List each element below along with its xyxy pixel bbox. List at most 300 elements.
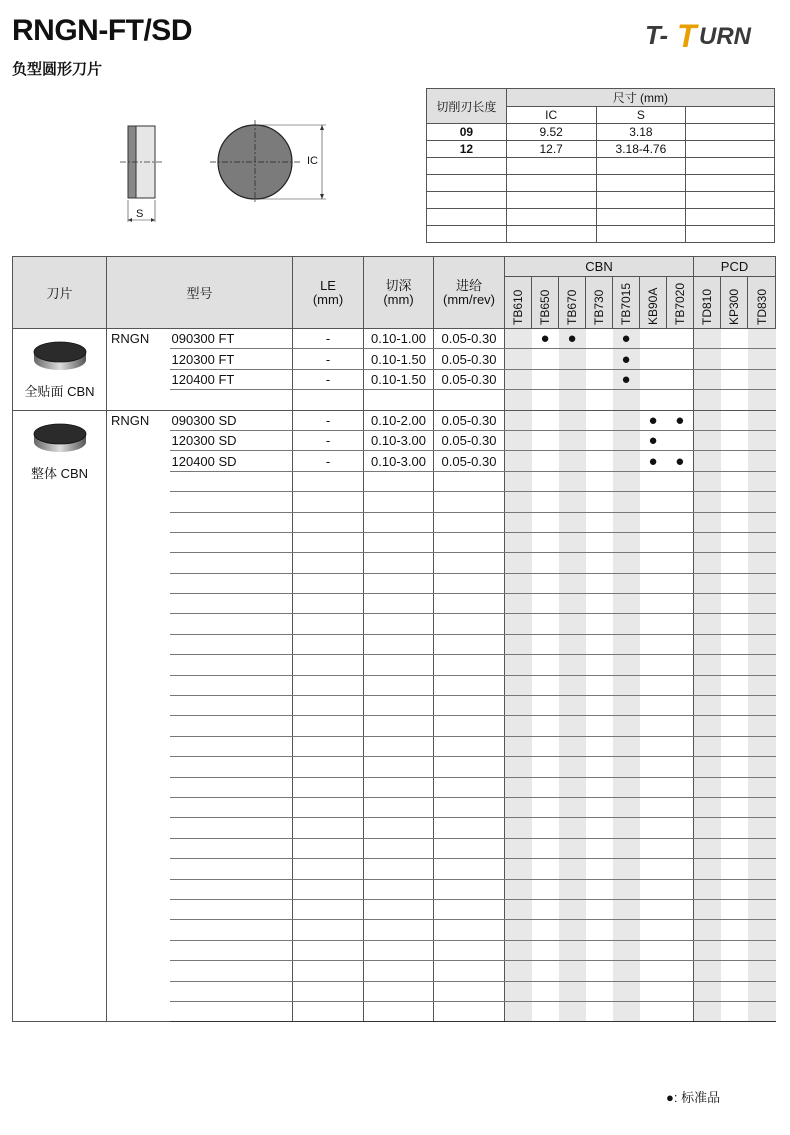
- le-value: [293, 981, 364, 1001]
- depth-value: 0.10-2.00: [364, 410, 434, 430]
- grade-mark-td830: [748, 961, 776, 981]
- grade-mark-tb7020: [667, 777, 694, 797]
- grade-mark-kb90a: [640, 532, 667, 552]
- grade-mark-td830: [748, 329, 776, 349]
- grade-mark-tb7020: [667, 594, 694, 614]
- depth-value: [364, 818, 434, 838]
- grade-mark-td830: [748, 1001, 776, 1021]
- grade-mark-tb610: [505, 634, 532, 654]
- grade-mark-td830: [748, 757, 776, 777]
- grade-mark-tb650: [532, 553, 559, 573]
- grade-mark-tb670: [559, 716, 586, 736]
- grade-mark-tb730: [586, 390, 613, 410]
- grade-mark-td830: [748, 797, 776, 817]
- grade-header-tb670: TB670: [559, 277, 586, 329]
- grade-mark-tb7015: ●: [613, 349, 640, 369]
- grade-mark-kp300: [721, 818, 748, 838]
- feed-value: [434, 757, 505, 777]
- grade-mark-tb7020: [667, 512, 694, 532]
- grade-mark-td830: [748, 430, 776, 450]
- grade-mark-tb610: [505, 349, 532, 369]
- le-value: [293, 655, 364, 675]
- grade-mark-td810: [694, 451, 721, 471]
- model-code: [170, 471, 293, 491]
- grade-mark-tb730: [586, 940, 613, 960]
- product-table: [12, 256, 776, 1022]
- grade-mark-tb7015: [613, 920, 640, 940]
- grade-mark-td810: [694, 410, 721, 430]
- grade-mark-kp300: [721, 757, 748, 777]
- grade-mark-tb670: [559, 818, 586, 838]
- model-code: [170, 879, 293, 899]
- grade-mark-td810: [694, 675, 721, 695]
- grade-mark-kb90a: [640, 777, 667, 797]
- model-code: [170, 777, 293, 797]
- grade-mark-tb650: [532, 492, 559, 512]
- grade-mark-tb730: [586, 614, 613, 634]
- grade-mark-kp300: [721, 594, 748, 614]
- depth-value: 0.10-1.00: [364, 329, 434, 349]
- grade-mark-tb7020: [667, 797, 694, 817]
- model-code: [170, 532, 293, 552]
- feed-value: [434, 961, 505, 981]
- grade-mark-tb730: [586, 369, 613, 389]
- grade-mark-tb7020: [667, 634, 694, 654]
- feed-value: [434, 797, 505, 817]
- grade-mark-tb650: [532, 390, 559, 410]
- grade-mark-tb730: [586, 879, 613, 899]
- feed-value: [434, 777, 505, 797]
- grade-mark-tb670: [559, 736, 586, 756]
- grade-mark-tb670: [559, 920, 586, 940]
- round-insert-icon: [31, 417, 89, 457]
- grade-mark-tb7020: [667, 899, 694, 919]
- grade-mark-tb610: [505, 940, 532, 960]
- grade-mark-tb650: [532, 757, 559, 777]
- le-value: [293, 777, 364, 797]
- grade-mark-kp300: [721, 696, 748, 716]
- grade-mark-tb730: [586, 818, 613, 838]
- grade-mark-td830: [748, 920, 776, 940]
- grade-mark-tb610: [505, 777, 532, 797]
- grade-mark-tb670: [559, 369, 586, 389]
- svg-text:URN: URN: [699, 23, 751, 50]
- grade-mark-kb90a: [640, 390, 667, 410]
- grade-mark-td810: [694, 492, 721, 512]
- grade-mark-tb670: [559, 655, 586, 675]
- grade-mark-tb670: [559, 430, 586, 450]
- model-code: [170, 961, 293, 981]
- grade-mark-tb730: [586, 675, 613, 695]
- grade-mark-td810: [694, 797, 721, 817]
- grade-mark-tb730: [586, 451, 613, 471]
- svg-text:T-: T-: [645, 20, 669, 50]
- grade-mark-tb610: [505, 838, 532, 858]
- grade-header-td810: TD810: [694, 277, 721, 329]
- feed-value: 0.05-0.30: [434, 430, 505, 450]
- feed-value: [434, 940, 505, 960]
- grade-mark-tb7020: [667, 349, 694, 369]
- grade-mark-kp300: [721, 899, 748, 919]
- table-row: [13, 329, 776, 349]
- grade-mark-kb90a: [640, 981, 667, 1001]
- grade-mark-td830: [748, 696, 776, 716]
- grade-mark-tb730: [586, 594, 613, 614]
- grade-mark-tb650: [532, 961, 559, 981]
- depth-value: 0.10-1.50: [364, 369, 434, 389]
- model-code: [170, 838, 293, 858]
- grade-mark-tb7020: [667, 757, 694, 777]
- grade-mark-tb610: [505, 492, 532, 512]
- depth-value: [364, 634, 434, 654]
- le-value: [293, 696, 364, 716]
- grade-mark-tb610: [505, 471, 532, 491]
- model-code: 090300 SD: [170, 410, 293, 430]
- le-value: [293, 736, 364, 756]
- grade-mark-tb610: [505, 573, 532, 593]
- grade-mark-td830: [748, 573, 776, 593]
- feed-value: [434, 899, 505, 919]
- grade-mark-kp300: [721, 349, 748, 369]
- le-value: -: [293, 329, 364, 349]
- grade-mark-tb730: [586, 981, 613, 1001]
- grade-mark-tb730: [586, 573, 613, 593]
- depth-value: [364, 614, 434, 634]
- feed-value: [434, 634, 505, 654]
- grade-mark-tb7015: [613, 492, 640, 512]
- feed-value: 0.05-0.30: [434, 451, 505, 471]
- grade-mark-tb7015: [613, 675, 640, 695]
- model-code: [170, 492, 293, 512]
- grade-mark-tb610: [505, 369, 532, 389]
- grade-mark-td810: [694, 716, 721, 736]
- le-value: -: [293, 430, 364, 450]
- grade-mark-kp300: [721, 369, 748, 389]
- grade-mark-tb670: [559, 634, 586, 654]
- grade-mark-tb650: [532, 838, 559, 858]
- grade-mark-td830: [748, 818, 776, 838]
- grade-mark-tb650: [532, 797, 559, 817]
- grade-mark-tb670: [559, 471, 586, 491]
- depth-value: [364, 736, 434, 756]
- grade-mark-tb610: [505, 512, 532, 532]
- grade-mark-td830: [748, 614, 776, 634]
- feed-value: [434, 553, 505, 573]
- le-value: [293, 614, 364, 634]
- grade-mark-tb730: [586, 655, 613, 675]
- grade-mark-tb7020: [667, 329, 694, 349]
- grade-mark-kp300: [721, 961, 748, 981]
- grade-mark-td810: [694, 757, 721, 777]
- grade-mark-tb7015: [613, 859, 640, 879]
- grade-mark-tb610: [505, 961, 532, 981]
- depth-value: [364, 390, 434, 410]
- grade-mark-tb670: [559, 451, 586, 471]
- grade-mark-tb7015: ●: [613, 369, 640, 389]
- cbn-group-header: CBN: [505, 257, 694, 277]
- feed-value: [434, 879, 505, 899]
- grade-mark-td830: [748, 675, 776, 695]
- feed-value: [434, 1001, 505, 1021]
- le-value: [293, 594, 364, 614]
- grade-mark-kb90a: [640, 675, 667, 695]
- grade-mark-tb670: [559, 553, 586, 573]
- grade-mark-td810: [694, 430, 721, 450]
- grade-mark-tb650: [532, 920, 559, 940]
- grade-mark-td830: [748, 553, 776, 573]
- grade-mark-kb90a: ●: [640, 410, 667, 430]
- grade-mark-tb7015: [613, 573, 640, 593]
- le-value: [293, 1001, 364, 1021]
- grade-mark-tb7015: [613, 696, 640, 716]
- grade-mark-kp300: [721, 940, 748, 960]
- grade-mark-td810: [694, 532, 721, 552]
- le-value: -: [293, 410, 364, 430]
- grade-mark-tb7015: [613, 614, 640, 634]
- grade-mark-tb7020: [667, 736, 694, 756]
- depth-value: 0.10-3.00: [364, 451, 434, 471]
- grade-mark-td830: [748, 981, 776, 1001]
- grade-mark-kp300: [721, 634, 748, 654]
- feed-value: [434, 838, 505, 858]
- depth-value: [364, 655, 434, 675]
- grade-mark-tb670: [559, 390, 586, 410]
- grade-mark-td830: [748, 410, 776, 430]
- model-code: 120300 FT: [170, 349, 293, 369]
- grade-mark-td830: [748, 390, 776, 410]
- le-value: [293, 634, 364, 654]
- depth-value: [364, 757, 434, 777]
- svg-text:T: T: [677, 18, 697, 52]
- le-value: [293, 961, 364, 981]
- feed-value: [434, 614, 505, 634]
- grade-mark-td810: [694, 349, 721, 369]
- grade-mark-kb90a: [640, 838, 667, 858]
- feed-value: [434, 696, 505, 716]
- feed-value: 0.05-0.30: [434, 349, 505, 369]
- le-value: [293, 471, 364, 491]
- depth-value: [364, 777, 434, 797]
- grade-mark-tb670: [559, 940, 586, 960]
- grade-header-td830: TD830: [748, 277, 776, 329]
- model-code: 120300 SD: [170, 430, 293, 450]
- grade-mark-tb7020: [667, 838, 694, 858]
- grade-mark-tb670: [559, 410, 586, 430]
- grade-mark-tb7020: [667, 614, 694, 634]
- grade-mark-td830: [748, 736, 776, 756]
- grade-mark-tb610: [505, 532, 532, 552]
- model-code: [170, 634, 293, 654]
- grade-mark-tb7020: [667, 675, 694, 695]
- depth-value: 0.10-1.50: [364, 349, 434, 369]
- grade-mark-tb730: [586, 736, 613, 756]
- depth-value: [364, 879, 434, 899]
- grade-mark-tb650: [532, 634, 559, 654]
- insert-type-caption: 整体 CBN: [30, 465, 89, 481]
- grade-mark-tb7015: [613, 940, 640, 960]
- grade-mark-kp300: [721, 390, 748, 410]
- grade-mark-tb730: [586, 920, 613, 940]
- grade-mark-tb650: [532, 859, 559, 879]
- grade-mark-kp300: [721, 920, 748, 940]
- grade-mark-tb7015: [613, 634, 640, 654]
- grade-mark-kp300: [721, 614, 748, 634]
- grade-mark-tb670: [559, 838, 586, 858]
- grade-mark-td810: [694, 981, 721, 1001]
- grade-mark-tb7020: [667, 369, 694, 389]
- grade-mark-td810: [694, 879, 721, 899]
- cutting-edge-length-header: 切削刃长度: [427, 89, 507, 124]
- grade-mark-td810: [694, 655, 721, 675]
- le-value: [293, 532, 364, 552]
- grade-mark-td810: [694, 736, 721, 756]
- grade-mark-tb670: [559, 696, 586, 716]
- depth-value: [364, 797, 434, 817]
- grade-mark-tb730: [586, 410, 613, 430]
- grade-mark-td810: [694, 818, 721, 838]
- insert-header: 刀片: [13, 257, 107, 329]
- grade-mark-kb90a: [640, 329, 667, 349]
- grade-mark-kp300: [721, 777, 748, 797]
- grade-mark-kb90a: [640, 655, 667, 675]
- grade-mark-td810: [694, 899, 721, 919]
- grade-mark-tb670: [559, 573, 586, 593]
- grade-mark-td810: [694, 553, 721, 573]
- depth-value: [364, 696, 434, 716]
- depth-value: [364, 1001, 434, 1021]
- grade-mark-tb650: [532, 879, 559, 899]
- grade-mark-tb670: [559, 961, 586, 981]
- grade-mark-tb650: [532, 655, 559, 675]
- grade-mark-tb7020: [667, 553, 694, 573]
- grade-mark-tb670: [559, 532, 586, 552]
- grade-mark-tb670: ●: [559, 329, 586, 349]
- grade-mark-td810: [694, 838, 721, 858]
- grade-mark-tb7015: [613, 716, 640, 736]
- grade-mark-tb650: [532, 899, 559, 919]
- grade-mark-tb650: [532, 716, 559, 736]
- le-value: -: [293, 369, 364, 389]
- grade-mark-tb7015: [613, 594, 640, 614]
- grade-mark-tb610: [505, 920, 532, 940]
- grade-mark-kb90a: [640, 940, 667, 960]
- le-value: [293, 757, 364, 777]
- grade-mark-tb7015: [613, 390, 640, 410]
- grade-mark-tb7020: [667, 940, 694, 960]
- model-code: [170, 736, 293, 756]
- grade-mark-tb610: [505, 716, 532, 736]
- le-value: [293, 797, 364, 817]
- grade-mark-td830: [748, 349, 776, 369]
- grade-mark-tb670: [559, 1001, 586, 1021]
- model-code: [170, 940, 293, 960]
- grade-mark-tb610: [505, 981, 532, 1001]
- grade-mark-td810: [694, 329, 721, 349]
- le-value: [293, 879, 364, 899]
- grade-mark-tb610: [505, 553, 532, 573]
- grade-header-tb7015: TB7015: [613, 277, 640, 329]
- grade-mark-tb7020: [667, 818, 694, 838]
- grade-mark-tb7015: ●: [613, 329, 640, 349]
- grade-mark-kp300: [721, 553, 748, 573]
- page-subtitle: 负型圆形刀片: [12, 61, 103, 78]
- depth-value: [364, 961, 434, 981]
- grade-mark-td830: [748, 369, 776, 389]
- depth-value: [364, 920, 434, 940]
- grade-mark-td830: [748, 859, 776, 879]
- grade-mark-kb90a: [640, 961, 667, 981]
- grade-mark-kb90a: [640, 573, 667, 593]
- grade-mark-tb7015: [613, 451, 640, 471]
- grade-mark-td810: [694, 369, 721, 389]
- grade-mark-kp300: [721, 410, 748, 430]
- grade-mark-td830: [748, 899, 776, 919]
- grade-mark-tb730: [586, 634, 613, 654]
- grade-mark-td830: [748, 594, 776, 614]
- grade-mark-kb90a: [640, 899, 667, 919]
- model-prefix: RNGN: [107, 410, 170, 1022]
- grade-mark-tb610: [505, 797, 532, 817]
- grade-mark-tb7015: [613, 471, 640, 491]
- dims-row: 12 12.7 3.18-4.76: [427, 141, 775, 158]
- grade-mark-td830: [748, 838, 776, 858]
- grade-mark-td830: [748, 940, 776, 960]
- pcd-group-header: PCD: [694, 257, 776, 277]
- grade-mark-tb7020: [667, 859, 694, 879]
- grade-mark-tb670: [559, 899, 586, 919]
- model-code: [170, 390, 293, 410]
- grade-mark-tb7015: [613, 430, 640, 450]
- grade-mark-tb730: [586, 430, 613, 450]
- feed-header: 进给 (mm/rev): [434, 257, 505, 329]
- grade-mark-kb90a: [640, 614, 667, 634]
- grade-mark-tb650: [532, 675, 559, 695]
- grade-mark-kp300: [721, 838, 748, 858]
- grade-mark-tb7020: [667, 532, 694, 552]
- grade-mark-tb650: [532, 451, 559, 471]
- grade-mark-td810: [694, 777, 721, 797]
- grade-mark-td830: [748, 512, 776, 532]
- feed-value: [434, 920, 505, 940]
- grade-mark-tb730: [586, 899, 613, 919]
- grade-mark-tb730: [586, 696, 613, 716]
- grade-mark-kp300: [721, 329, 748, 349]
- grade-mark-kb90a: [640, 797, 667, 817]
- grade-mark-tb7015: [613, 757, 640, 777]
- grade-mark-tb650: [532, 573, 559, 593]
- model-code: 090300 FT: [170, 329, 293, 349]
- depth-value: [364, 512, 434, 532]
- grade-mark-tb730: [586, 532, 613, 552]
- grade-mark-tb670: [559, 981, 586, 1001]
- grade-mark-tb7020: [667, 981, 694, 1001]
- grade-mark-tb610: [505, 879, 532, 899]
- grade-mark-tb7020: [667, 879, 694, 899]
- grade-mark-tb7015: [613, 981, 640, 1001]
- le-value: [293, 492, 364, 512]
- grade-mark-tb7020: ●: [667, 451, 694, 471]
- model-code: [170, 899, 293, 919]
- grade-mark-kb90a: [640, 736, 667, 756]
- grade-mark-tb7020: [667, 920, 694, 940]
- ic-header: IC: [506, 107, 596, 124]
- grade-header-tb610: TB610: [505, 277, 532, 329]
- grade-mark-tb7020: [667, 696, 694, 716]
- grade-header-kb90a: KB90A: [640, 277, 667, 329]
- grade-mark-tb7020: [667, 573, 694, 593]
- grade-mark-tb610: [505, 410, 532, 430]
- grade-header-kp300: KP300: [721, 277, 748, 329]
